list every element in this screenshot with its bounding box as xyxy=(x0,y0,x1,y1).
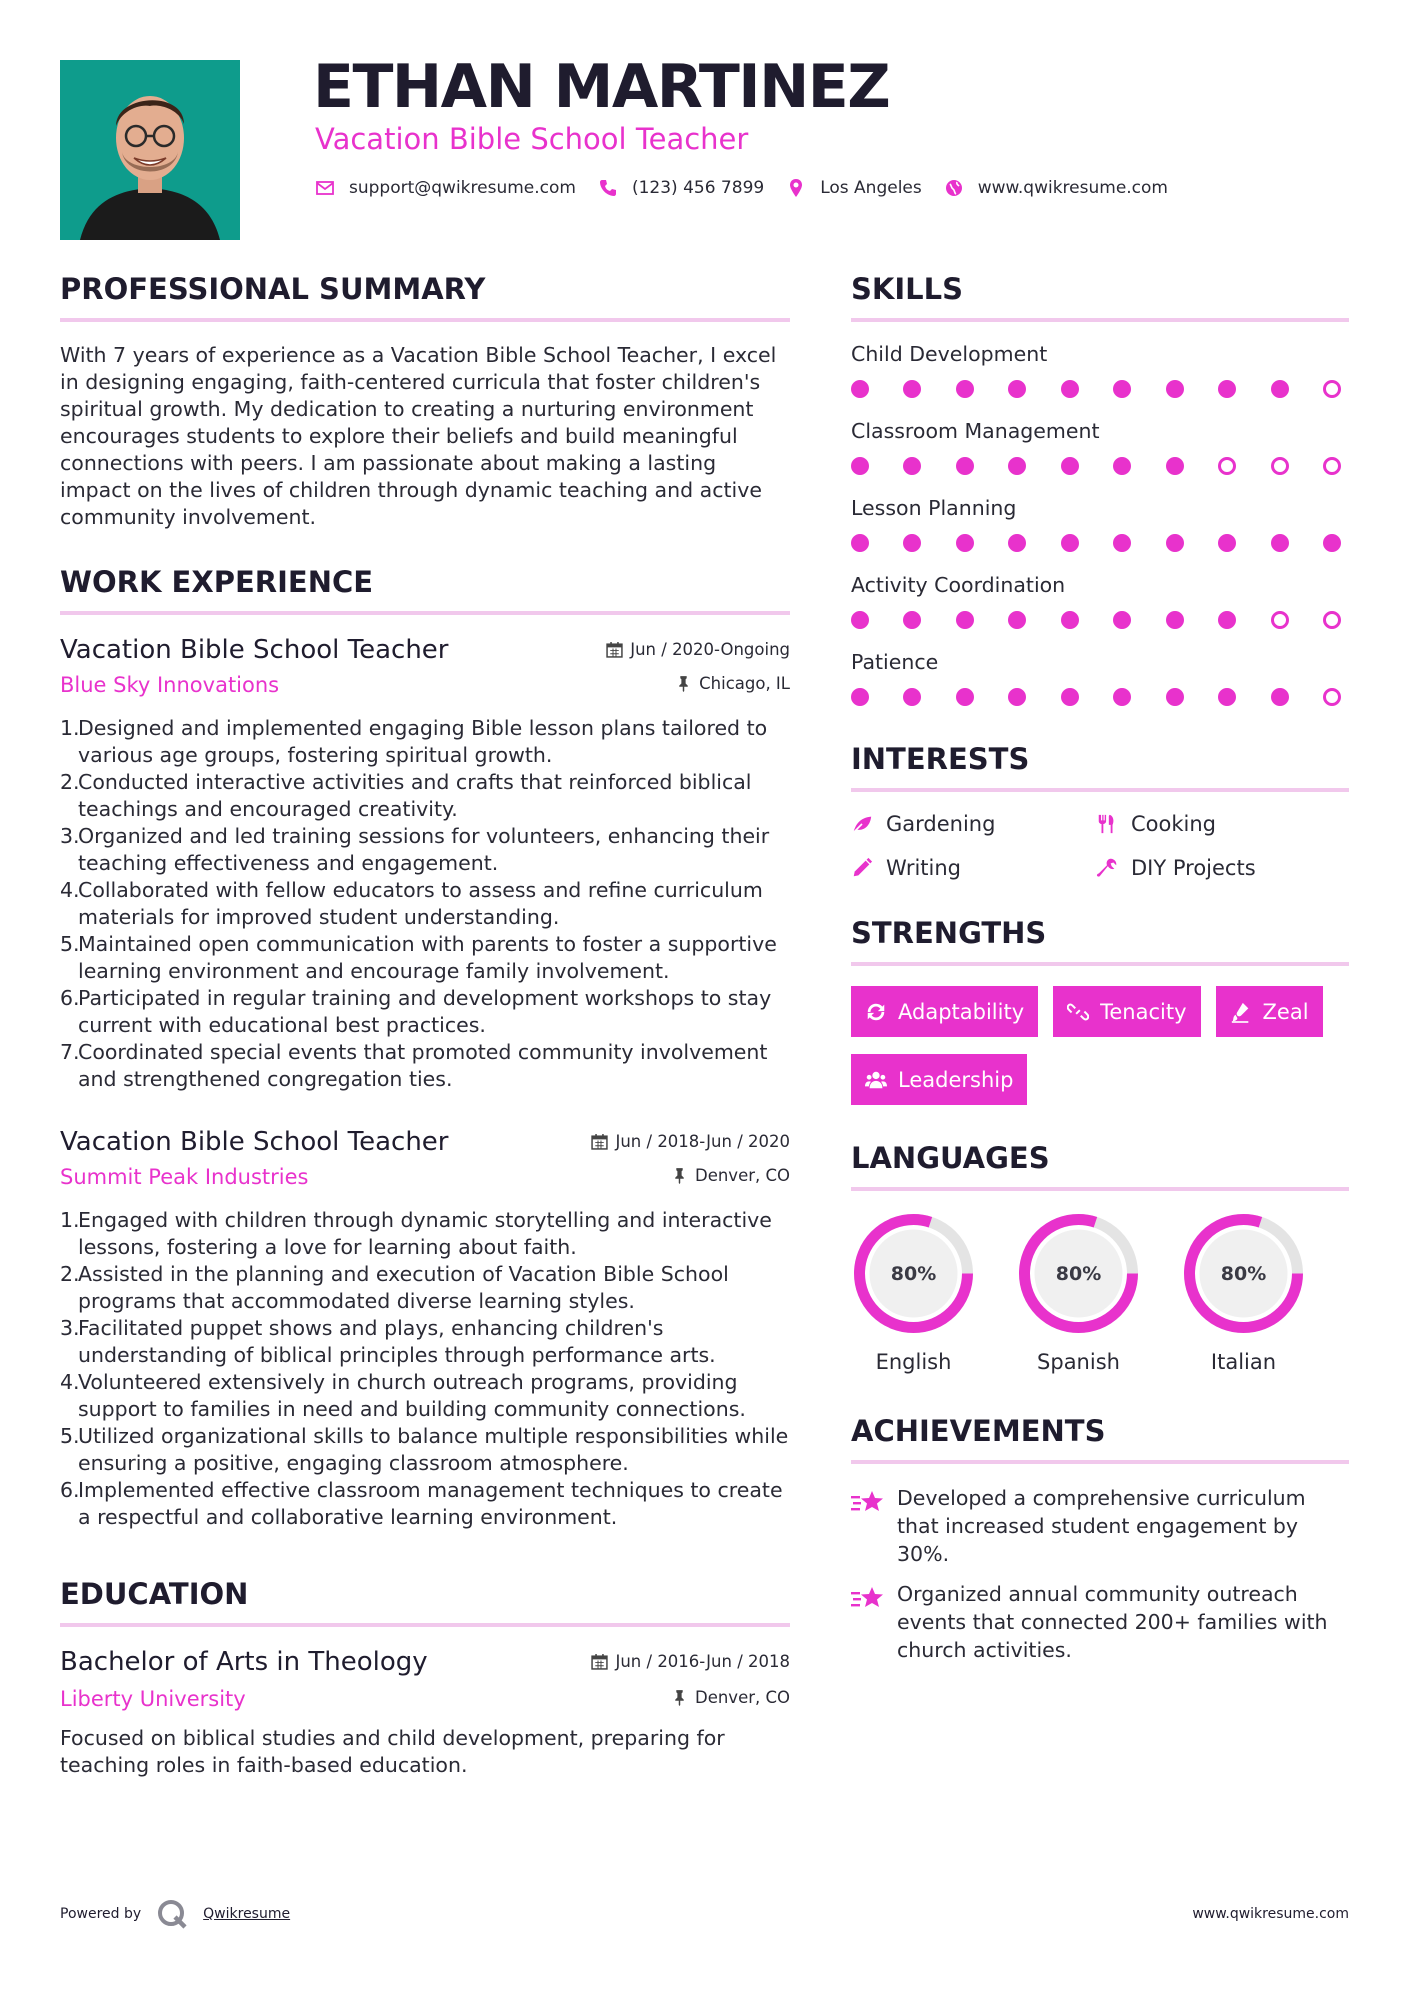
bullet-text: Participated in regular training and development workshops to stay current with educational best practices. xyxy=(78,986,772,1037)
candidate-title: Vacation Bible School Teacher xyxy=(315,122,749,156)
calendar-icon xyxy=(591,1133,608,1150)
rating-dot-filled xyxy=(1113,380,1131,398)
language-percent: 80% xyxy=(890,1263,937,1285)
interests-heading: INTERESTS xyxy=(851,742,1349,792)
pushpin-icon xyxy=(671,1167,688,1184)
interest-label: Cooking xyxy=(1131,812,1216,836)
strengths-list xyxy=(851,986,1341,1105)
link-icon xyxy=(1067,1001,1089,1023)
footer-website[interactable]: www.qwikresume.com xyxy=(1192,1906,1349,1922)
job-bullet xyxy=(60,877,790,931)
job-bullets xyxy=(60,1207,790,1531)
rating-dot-filled xyxy=(1061,611,1079,629)
job-entry xyxy=(60,635,790,1093)
strength-tag xyxy=(851,986,1038,1037)
bullet-number: 3. xyxy=(60,824,80,848)
education-degree: Bachelor of Arts in Theology xyxy=(60,1647,428,1677)
job-bullet xyxy=(60,985,790,1039)
interest-item xyxy=(1096,812,1341,836)
skill-item xyxy=(851,419,1349,475)
bullet-text: Organized and led training sessions for volunteers, enhancing their teaching effectiveness and engagement. xyxy=(78,824,770,875)
rating-dot-filled xyxy=(1113,457,1131,475)
rating-dot-empty xyxy=(1323,688,1341,706)
bullet-text: Implemented effective classroom management techniques to create a respectful and collaborative learning environment. xyxy=(78,1478,783,1529)
strength-tag xyxy=(1216,986,1323,1037)
skill-item xyxy=(851,342,1349,398)
interest-label: Gardening xyxy=(886,812,996,836)
job-bullet xyxy=(60,1423,790,1477)
interest-item xyxy=(1096,856,1341,880)
bullet-number: 5. xyxy=(60,1424,80,1448)
interests-list xyxy=(851,812,1349,880)
bullet-text: Collaborated with fellow educators to assess and refine curriculum materials for improved student understanding. xyxy=(78,878,763,929)
rating-dot-filled xyxy=(1218,688,1236,706)
rating-dot-filled xyxy=(1113,688,1131,706)
profile-photo xyxy=(60,60,240,240)
rating-dot-filled xyxy=(1166,534,1184,552)
rating-dot-filled xyxy=(1271,688,1289,706)
rating-dot-filled xyxy=(1008,611,1026,629)
bullet-number: 1. xyxy=(60,1208,80,1232)
job-bullet xyxy=(60,931,790,985)
bullet-number: 2. xyxy=(60,1262,80,1286)
language-item xyxy=(1181,1211,1306,1374)
job-dates: Jun / 2018-Jun / 2020 xyxy=(615,1132,790,1151)
bullet-number: 7. xyxy=(60,1040,80,1064)
bullet-number: 4. xyxy=(60,1370,80,1394)
skills-list xyxy=(851,342,1349,706)
achievements-heading: ACHIEVEMENTS xyxy=(851,1414,1349,1464)
rating-dot-empty xyxy=(1323,380,1341,398)
language-ring xyxy=(851,1211,976,1336)
rating-dot-filled xyxy=(1008,457,1026,475)
job-location: Denver, CO xyxy=(694,1166,790,1185)
achievement-item xyxy=(851,1484,1349,1568)
contact-location: Los Angeles xyxy=(820,178,922,198)
rating-dot-filled xyxy=(1061,380,1079,398)
users-icon xyxy=(865,1069,887,1091)
skill-rating xyxy=(851,611,1341,629)
achievement-item xyxy=(851,1580,1349,1664)
leaf-icon xyxy=(851,813,873,835)
bullet-number: 3. xyxy=(60,1316,80,1340)
bullet-text: Utilized organizational skills to balance multiple responsibilities while ensuring a positive, engaging classroom atmosphere. xyxy=(78,1424,789,1475)
rating-dot-filled xyxy=(903,688,921,706)
skill-rating xyxy=(851,457,1341,475)
powered-by-label: Powered by xyxy=(60,1906,142,1922)
strength-label: Zeal xyxy=(1262,999,1309,1024)
rating-dot-filled xyxy=(851,534,869,552)
rating-dot-empty xyxy=(1323,611,1341,629)
education-description: Focused on biblical studies and child development, preparing for teaching roles in faith-based education. xyxy=(60,1726,725,1777)
contact-email[interactable]: support@qwikresume.com xyxy=(349,178,576,198)
bullet-number: 1. xyxy=(60,716,80,740)
rating-dot-filled xyxy=(1218,611,1236,629)
interest-item xyxy=(851,812,1096,836)
job-company: Blue Sky Innovations xyxy=(60,673,280,697)
rating-dot-filled xyxy=(1061,688,1079,706)
job-title: Vacation Bible School Teacher xyxy=(60,635,449,665)
skill-item xyxy=(851,573,1349,629)
rating-dot-filled xyxy=(1061,534,1079,552)
email-icon xyxy=(315,178,335,198)
rating-dot-filled xyxy=(1166,688,1184,706)
job-company: Summit Peak Industries xyxy=(60,1165,309,1189)
skill-rating xyxy=(851,380,1341,398)
bullet-text: Conducted interactive activities and crafts that reinforced biblical teachings and encouraged creativity. xyxy=(78,770,752,821)
skill-rating xyxy=(851,688,1341,706)
bullet-number: 4. xyxy=(60,878,80,902)
rating-dot-empty xyxy=(1323,457,1341,475)
experience-heading: WORK EXPERIENCE xyxy=(60,565,790,615)
jobs-list xyxy=(60,635,790,1531)
skills-heading: SKILLS xyxy=(851,272,1349,322)
footer-brand-link[interactable]: Qwikresume xyxy=(203,1906,291,1922)
education-dates: Jun / 2016-Jun / 2018 xyxy=(615,1652,790,1671)
job-bullet xyxy=(60,1039,790,1093)
strength-label: Leadership xyxy=(898,1067,1014,1092)
left-column xyxy=(60,272,790,1779)
summary-text: With 7 years of experience as a Vacation Bible School Teacher, I excel in designing engaging, faith-centered curricula that foster children's spiritual growth. My dedication to creating a nurturing environment encourages students to explore their beliefs and build meaningful connections with peers. I am passionate about making a lasting impact on the lives of children through dynamic teaching and active community involvement. xyxy=(60,343,777,529)
job-bullet xyxy=(60,769,790,823)
shooting-star-icon xyxy=(851,1488,885,1516)
rating-dot-filled xyxy=(1271,534,1289,552)
rating-dot-filled xyxy=(956,534,974,552)
rating-dot-filled xyxy=(1166,380,1184,398)
location-pin-icon xyxy=(786,178,806,198)
calendar-icon xyxy=(606,641,623,658)
job-bullet xyxy=(60,1261,790,1315)
calendar-icon xyxy=(591,1653,608,1670)
rating-dot-filled xyxy=(903,611,921,629)
rating-dot-filled xyxy=(956,688,974,706)
skill-name: Patience xyxy=(851,650,939,674)
bullet-text: Volunteered extensively in church outreach programs, providing support to families in need and building community connections. xyxy=(78,1370,746,1421)
qwikresume-logo-icon xyxy=(155,1897,189,1931)
skill-name: Classroom Management xyxy=(851,419,1100,443)
language-ring xyxy=(1016,1211,1141,1336)
education-location: Denver, CO xyxy=(694,1688,790,1707)
rating-dot-empty xyxy=(1218,457,1236,475)
education-heading: EDUCATION xyxy=(60,1577,790,1627)
phone-icon xyxy=(598,178,618,198)
rating-dot-filled xyxy=(903,380,921,398)
achievement-text: Developed a comprehensive curriculum that increased student engagement by 30%. xyxy=(897,1486,1306,1566)
rating-dot-filled xyxy=(1008,688,1026,706)
rating-dot-filled xyxy=(851,688,869,706)
candidate-name: ETHAN MARTINEZ xyxy=(313,52,890,122)
job-bullet xyxy=(60,1207,790,1261)
rating-dot-empty xyxy=(1271,611,1289,629)
strengths-heading: STRENGTHS xyxy=(851,916,1349,966)
skill-name: Lesson Planning xyxy=(851,496,1017,520)
rating-dot-filled xyxy=(1271,380,1289,398)
bullet-text: Engaged with children through dynamic storytelling and interactive lessons, fostering a love for learning about faith. xyxy=(78,1208,772,1259)
paint-brush-icon xyxy=(1230,1001,1252,1023)
rating-dot-filled xyxy=(1166,457,1184,475)
shooting-star-icon xyxy=(851,1584,885,1612)
footer-powered xyxy=(60,1897,290,1931)
skill-rating xyxy=(851,534,1341,552)
skill-item xyxy=(851,496,1349,552)
bullet-number: 2. xyxy=(60,770,80,794)
rating-dot-filled xyxy=(851,380,869,398)
rating-dot-filled xyxy=(903,457,921,475)
bullet-text: Coordinated special events that promoted community involvement and strengthened congregation ties. xyxy=(78,1040,768,1091)
bullet-text: Assisted in the planning and execution of Vacation Bible School programs that accommodated diverse learning styles. xyxy=(78,1262,729,1313)
rating-dot-empty xyxy=(1271,457,1289,475)
interest-item xyxy=(851,856,1096,880)
pushpin-icon xyxy=(675,675,692,692)
bullet-text: Facilitated puppet shows and plays, enhancing children's understanding of biblical principles through performance arts. xyxy=(78,1316,716,1367)
rating-dot-filled xyxy=(1218,534,1236,552)
bullet-number: 6. xyxy=(60,1478,80,1502)
contact-phone[interactable]: (123) 456 7899 xyxy=(631,178,765,198)
education-school: Liberty University xyxy=(60,1687,246,1711)
job-bullet xyxy=(60,1369,790,1423)
rating-dot-filled xyxy=(956,380,974,398)
job-bullets xyxy=(60,715,790,1093)
job-location: Chicago, IL xyxy=(699,674,790,693)
bullet-text: Maintained open communication with parents to foster a supportive learning environment and encourage family involvement. xyxy=(78,932,777,983)
language-item xyxy=(851,1211,976,1374)
skill-name: Activity Coordination xyxy=(851,573,1066,597)
achievement-text: Organized annual community outreach events that connected 200+ families with church activities. xyxy=(897,1582,1328,1662)
bullet-number: 5. xyxy=(60,932,80,956)
language-name: Italian xyxy=(1210,1350,1277,1374)
contact-website[interactable]: www.qwikresume.com xyxy=(977,178,1168,198)
strength-tag xyxy=(1053,986,1200,1037)
pencil-icon xyxy=(851,857,873,879)
language-ring xyxy=(1181,1211,1306,1336)
job-dates: Jun / 2020-Ongoing xyxy=(630,640,790,659)
language-percent: 80% xyxy=(1055,1263,1102,1285)
rating-dot-filled xyxy=(903,534,921,552)
languages-heading: LANGUAGES xyxy=(851,1141,1349,1191)
strength-tag xyxy=(851,1054,1027,1105)
language-name: Spanish xyxy=(1037,1350,1120,1374)
pushpin-icon xyxy=(671,1689,688,1706)
rating-dot-filled xyxy=(1323,534,1341,552)
language-name: English xyxy=(875,1350,952,1374)
rating-dot-filled xyxy=(1218,380,1236,398)
bullet-number: 6. xyxy=(60,986,80,1010)
right-column xyxy=(851,272,1349,1676)
rating-dot-filled xyxy=(1113,534,1131,552)
refresh-icon xyxy=(865,1001,887,1023)
contact-bar xyxy=(315,178,1190,198)
summary-heading: PROFESSIONAL SUMMARY xyxy=(60,272,790,322)
job-bullet xyxy=(60,1315,790,1369)
rating-dot-filled xyxy=(1061,457,1079,475)
cutlery-icon xyxy=(1096,813,1118,835)
rating-dot-filled xyxy=(1008,534,1026,552)
interest-label: Writing xyxy=(886,856,961,880)
job-bullet xyxy=(60,823,790,877)
skill-name: Child Development xyxy=(851,342,1048,366)
skill-item xyxy=(851,650,1349,706)
strength-label: Tenacity xyxy=(1100,999,1187,1024)
achievements-list xyxy=(851,1484,1349,1664)
bullet-text: Designed and implemented engaging Bible lesson plans tailored to various age groups, fostering spiritual growth. xyxy=(78,716,768,767)
job-title: Vacation Bible School Teacher xyxy=(60,1127,449,1157)
languages-list xyxy=(851,1211,1349,1374)
rating-dot-filled xyxy=(1166,611,1184,629)
language-percent: 80% xyxy=(1220,1263,1267,1285)
rating-dot-filled xyxy=(1008,380,1026,398)
rating-dot-filled xyxy=(1113,611,1131,629)
education-entry xyxy=(60,1647,790,1779)
interest-label: DIY Projects xyxy=(1131,856,1256,880)
job-entry xyxy=(60,1127,790,1531)
rating-dot-filled xyxy=(956,457,974,475)
globe-icon xyxy=(944,178,964,198)
job-bullet xyxy=(60,1477,790,1531)
job-bullet xyxy=(60,715,790,769)
wrench-icon xyxy=(1096,857,1118,879)
rating-dot-filled xyxy=(956,611,974,629)
rating-dot-filled xyxy=(851,457,869,475)
language-item xyxy=(1016,1211,1141,1374)
strength-label: Adaptability xyxy=(898,999,1025,1024)
rating-dot-filled xyxy=(851,611,869,629)
